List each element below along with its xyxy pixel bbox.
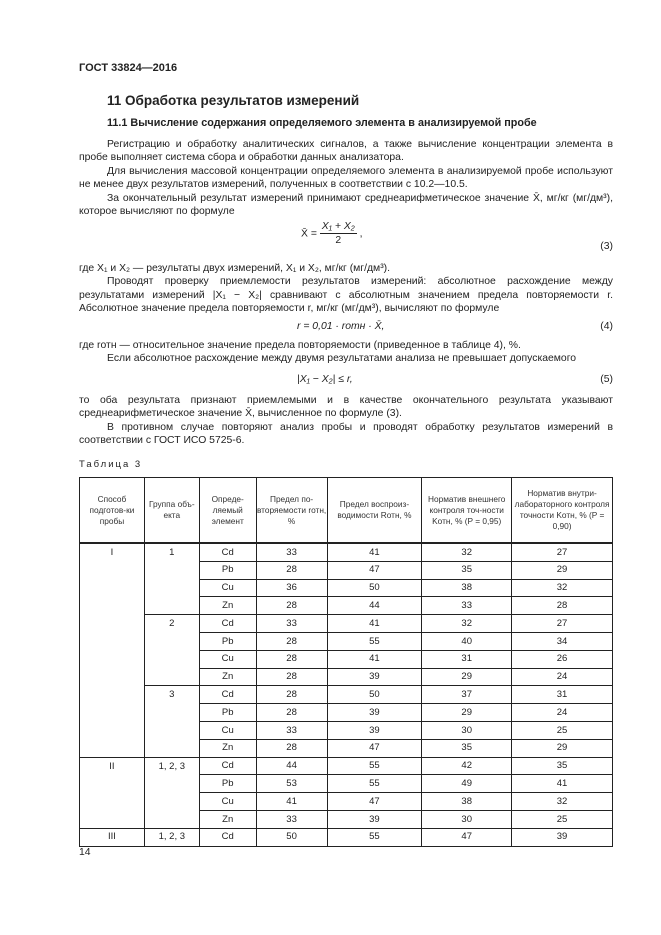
formula-number: (4) (600, 321, 613, 332)
formula-tail: , (359, 228, 363, 240)
table-cell: 47 (327, 561, 422, 579)
table-row (80, 668, 613, 686)
table-cell: 41 (327, 650, 422, 668)
table-cell: 25 (512, 810, 613, 828)
table-caption: Таблица 3 (79, 459, 143, 470)
column-header: Способ подготов-ки пробы (80, 478, 145, 544)
document-header: ГОСТ 33824—2016 (79, 62, 178, 74)
table-cell: 39 (327, 704, 422, 722)
table-cell (144, 721, 199, 739)
table-cell: 39 (512, 828, 613, 846)
table-cell: Cd (199, 543, 256, 561)
table-cell: 1 (144, 543, 199, 561)
table-cell: 33 (256, 721, 327, 739)
table-row (80, 810, 613, 828)
table-cell: 39 (327, 810, 422, 828)
paragraph: За окончательный результат измерений принимают среднеарифметическое значение X̄, мг/кг (мг/дм³), которое вычисляют по формуле (79, 192, 613, 218)
table-row (80, 650, 613, 668)
table-cell: 28 (256, 739, 327, 757)
table-cell: Cu (199, 650, 256, 668)
table-cell: 26 (512, 650, 613, 668)
table-cell: Cu (199, 721, 256, 739)
table-cell: 28 (512, 597, 613, 615)
table-cell: Pb (199, 775, 256, 793)
table-cell: Zn (199, 810, 256, 828)
table-cell: 29 (422, 668, 512, 686)
table-row (80, 757, 613, 775)
table-cell: 30 (422, 721, 512, 739)
table-cell: 33 (256, 615, 327, 633)
table-cell: 33 (256, 543, 327, 561)
table-cell: 28 (256, 668, 327, 686)
formula-number: (5) (600, 374, 613, 385)
table-cell: Cu (199, 579, 256, 597)
table-row (80, 579, 613, 597)
page-number: 14 (79, 847, 91, 858)
table-cell: 44 (256, 757, 327, 775)
table-cell: 53 (256, 775, 327, 793)
table-cell: Cd (199, 828, 256, 846)
table-cell (80, 668, 145, 686)
table-cell (80, 650, 145, 668)
check-text (79, 262, 613, 316)
table-cell: 1, 2, 3 (144, 757, 199, 775)
table-cell: 28 (256, 632, 327, 650)
table-cell: 25 (512, 721, 613, 739)
table-cell: 1, 2, 3 (144, 828, 199, 846)
table-cell: 32 (422, 543, 512, 561)
column-header: Опреде-ляемый элемент (199, 478, 256, 544)
table-cell (144, 704, 199, 722)
table-cell: Cd (199, 757, 256, 775)
table-row (80, 775, 613, 793)
column-header: Группа объ-екта (144, 478, 199, 544)
formula-5 (79, 373, 613, 387)
table-cell: 28 (256, 650, 327, 668)
paragraph: где X₁ и X₂ — результаты двух измерений, X₁ и X₂, мг/кг (мг/дм³). (79, 263, 390, 274)
where-text (79, 339, 613, 366)
table-cell: 33 (422, 597, 512, 615)
table-cell (144, 650, 199, 668)
table-cell (80, 597, 145, 615)
formula-text: |X₁ − X₂| ≤ r, (297, 374, 353, 385)
table-cell: 24 (512, 704, 613, 722)
paragraph: Регистрацию и обработку аналитических сигналов, а также вычисление концентрации элемента в пробе выполняет система сбора и обработки данных анализатора. (79, 139, 613, 164)
paragraph: Если абсолютное расхождение между двумя результатами анализа не превышает допускаемого (107, 353, 577, 365)
table-cell (80, 686, 145, 704)
numerator: X₁ + X₂ (321, 221, 355, 232)
fraction (320, 220, 357, 248)
table-cell: 40 (422, 632, 512, 650)
table-cell: 29 (512, 739, 613, 757)
table-cell (80, 615, 145, 633)
paragraph: В противном случае повторяют анализ пробы и проводят обработку результатов измерений в соответствии с ГОСТ ИСО 5725-6. (79, 421, 613, 447)
table-cell: 32 (422, 615, 512, 633)
table-cell: 35 (422, 739, 512, 757)
table-cell: 32 (512, 793, 613, 811)
column-header: Норматив внутри-лабораторного контроля точности Kотн, % (P = 0,90) (512, 478, 613, 544)
table-cell: Zn (199, 668, 256, 686)
paragraph: Для вычисления массовой концентрации определяемого элемента в анализируемой пробе используют не менее двух результатов измерений, полученных в соответствии с 10.2—10.5. (79, 165, 613, 191)
table-cell: 50 (256, 828, 327, 846)
table-cell: 31 (512, 686, 613, 704)
table-cell: 2 (144, 615, 199, 633)
paragraph: где rотн — относительное значение предела повторяемости (приведенное в таблице 4), %. (79, 340, 521, 351)
formula-text: r = 0,01 · rотн · X̄, (297, 321, 385, 332)
table-cell: 38 (422, 579, 512, 597)
table-row (80, 828, 613, 846)
table-cell: Pb (199, 561, 256, 579)
table-cell (144, 810, 199, 828)
table-cell: 50 (327, 579, 422, 597)
table-cell: 28 (256, 597, 327, 615)
table-cell: 27 (512, 543, 613, 561)
table-cell (144, 632, 199, 650)
table-cell (80, 632, 145, 650)
result-text (79, 394, 613, 448)
paragraph: Проводят проверку приемлемости результатов измерений: абсолютное расхождение между результатами измерений |X₁ − X₂| сравнивают с абсолютным значением предела повторяемости r. Абсолютное значение предела повторяемости r, мг/кг (мг/дм³), вычисляют по формуле (79, 276, 613, 315)
formula-number: (3) (600, 241, 613, 252)
table-cell (144, 561, 199, 579)
table-cell (80, 793, 145, 811)
table-row (80, 615, 613, 633)
table-cell (80, 704, 145, 722)
table-cell: I (80, 543, 145, 561)
intro-text (79, 138, 613, 218)
table-cell: 39 (327, 721, 422, 739)
section-title: 11 Обработка результатов измерений (107, 93, 360, 108)
table-cell: 35 (512, 757, 613, 775)
table-cell: 28 (256, 704, 327, 722)
table-cell (80, 810, 145, 828)
table-row (80, 632, 613, 650)
column-header: Предел воспроиз-водимости Rотн, % (327, 478, 422, 544)
table-cell: 30 (422, 810, 512, 828)
table-cell: 28 (256, 686, 327, 704)
table-cell: Cd (199, 615, 256, 633)
table-cell: 41 (327, 543, 422, 561)
table-cell: 55 (327, 632, 422, 650)
table-cell: 33 (256, 810, 327, 828)
table-cell: 32 (512, 579, 613, 597)
table-cell: 47 (327, 739, 422, 757)
table-cell (80, 739, 145, 757)
table-cell: 29 (512, 561, 613, 579)
formula-lhs: X̄ = (301, 228, 317, 240)
table-cell (80, 579, 145, 597)
table-cell (144, 597, 199, 615)
table-row (80, 543, 613, 561)
table-3 (79, 477, 613, 847)
table-cell: 47 (327, 793, 422, 811)
table-row (80, 793, 613, 811)
table-cell: 41 (327, 615, 422, 633)
table-cell: III (80, 828, 145, 846)
table-cell (144, 668, 199, 686)
table-cell: 3 (144, 686, 199, 704)
table-cell: 28 (256, 561, 327, 579)
table-cell: 44 (327, 597, 422, 615)
table-cell (144, 739, 199, 757)
formula-3 (79, 220, 613, 260)
table-row (80, 686, 613, 704)
table-cell: 31 (422, 650, 512, 668)
column-header: Предел по-вторяемости rотн, % (256, 478, 327, 544)
table-cell: 42 (422, 757, 512, 775)
table-cell: 55 (327, 757, 422, 775)
table-cell: Zn (199, 739, 256, 757)
table-cell: 41 (512, 775, 613, 793)
table-cell: 55 (327, 828, 422, 846)
table-cell: 49 (422, 775, 512, 793)
table-cell (80, 775, 145, 793)
formula-4 (79, 320, 613, 334)
table-cell: Cu (199, 793, 256, 811)
table-cell: Cd (199, 686, 256, 704)
column-header: Норматив внешнего контроля точ-ности Kотн, % (P = 0,95) (422, 478, 512, 544)
table-row (80, 721, 613, 739)
table-cell: 29 (422, 704, 512, 722)
table-row (80, 561, 613, 579)
table-cell (144, 775, 199, 793)
table-cell (144, 579, 199, 597)
table-cell (80, 721, 145, 739)
table-cell: 34 (512, 632, 613, 650)
table-cell: 55 (327, 775, 422, 793)
table-cell: 36 (256, 579, 327, 597)
table-cell: Zn (199, 597, 256, 615)
table-cell (144, 793, 199, 811)
table-cell: 50 (327, 686, 422, 704)
table-cell: Pb (199, 632, 256, 650)
table-row (80, 597, 613, 615)
table-cell: II (80, 757, 145, 775)
table-cell: Pb (199, 704, 256, 722)
table-cell: 39 (327, 668, 422, 686)
table-cell: 41 (256, 793, 327, 811)
paragraph: то оба результата признают приемлемыми и в качестве окончательного результата указывают среднеарифметическое значение X̄, вычисленное по формуле (3). (79, 395, 613, 420)
table-cell: 27 (512, 615, 613, 633)
table-cell: 38 (422, 793, 512, 811)
table-cell: 35 (422, 561, 512, 579)
subsection-title: 11.1 Вычисление содержания определяемого элемента в анализируемой пробе (107, 117, 537, 129)
table-cell: 47 (422, 828, 512, 846)
table-cell (80, 561, 145, 579)
denominator: 2 (335, 235, 342, 247)
table-row (80, 704, 613, 722)
table-cell: 24 (512, 668, 613, 686)
table-row (80, 739, 613, 757)
table-cell: 37 (422, 686, 512, 704)
